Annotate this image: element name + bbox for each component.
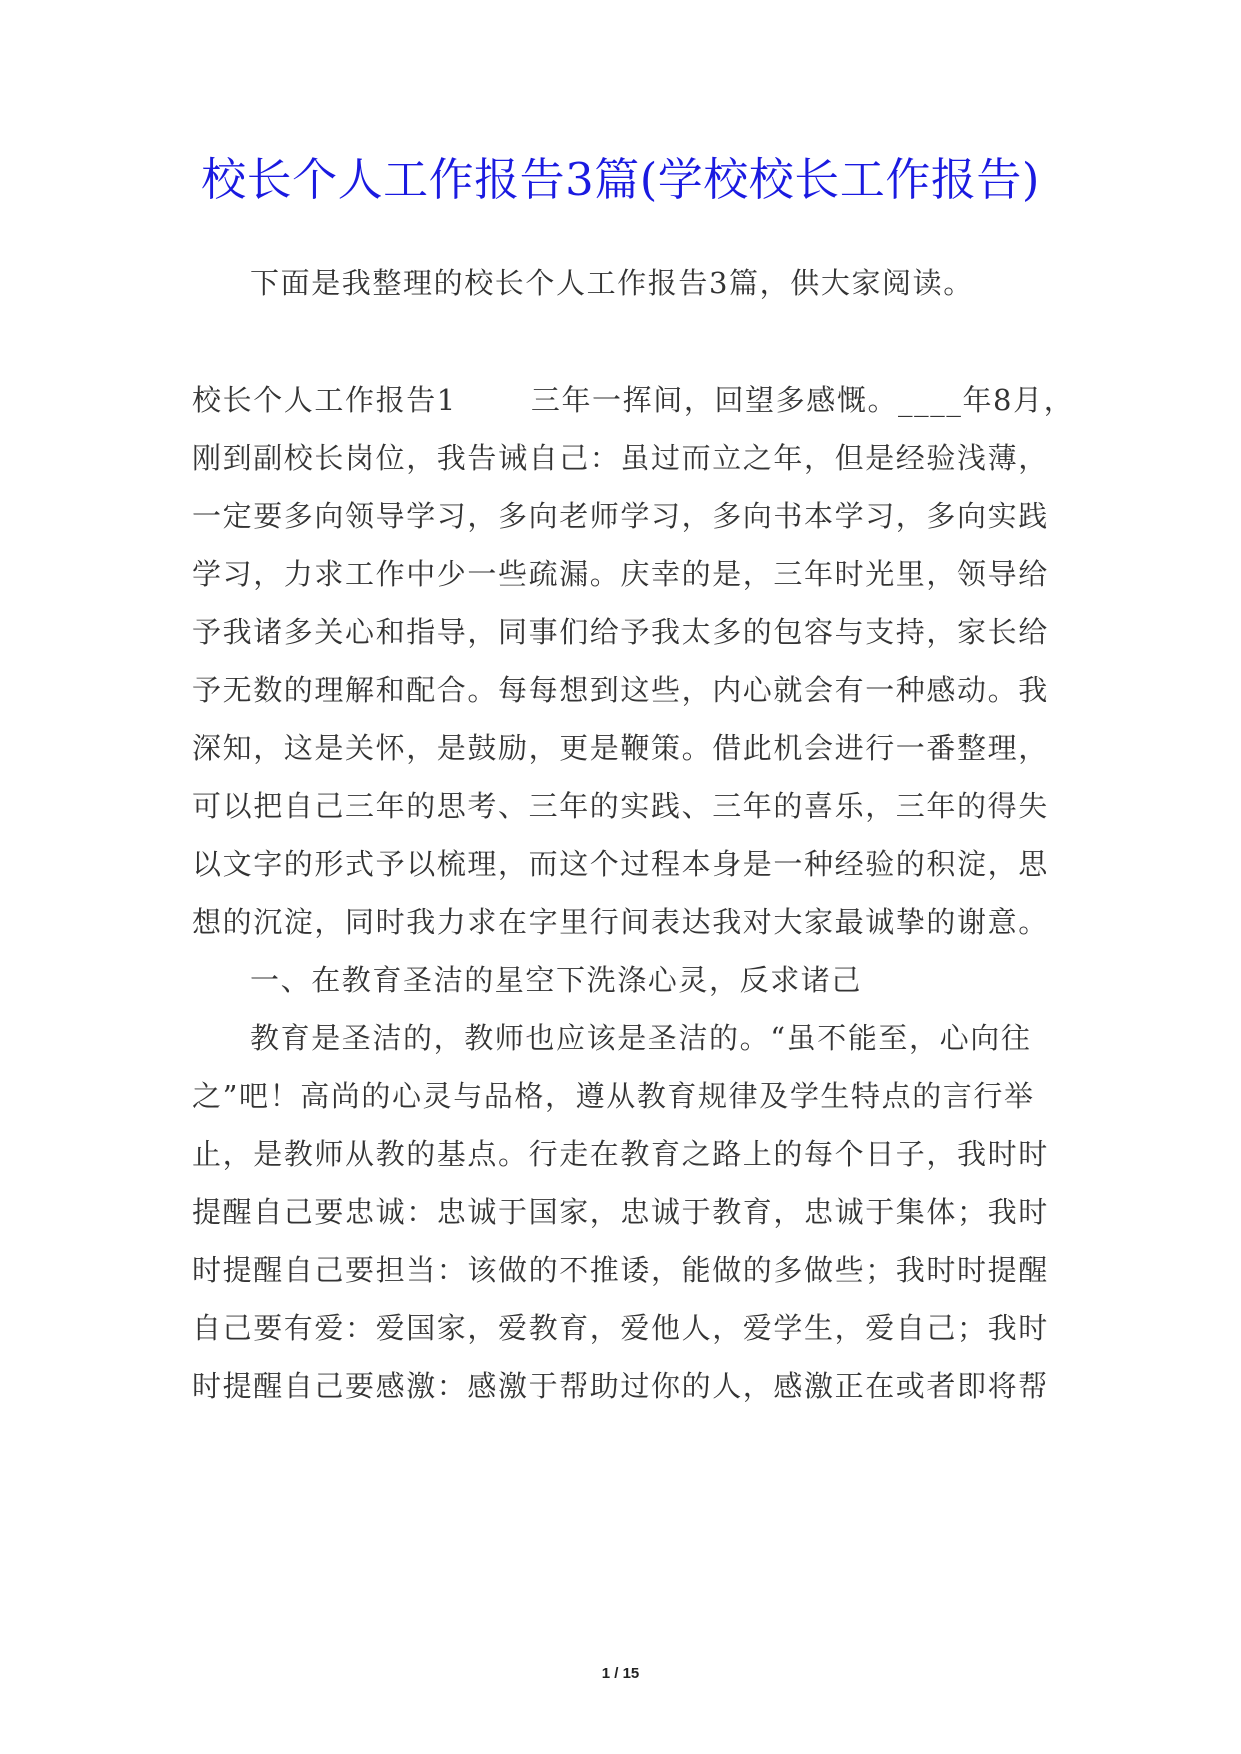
intro-paragraph: 下面是我整理的校长个人工作报告3篇，供大家阅读。 bbox=[250, 266, 974, 300]
paragraph-line: 一定要多向领导学习，多向老师学习，多向书本学习，多向实践 bbox=[192, 499, 1049, 533]
paragraph-line: 止，是教师从教的基点。行走在教育之路上的每个日子，我时时 bbox=[192, 1137, 1049, 1171]
paragraph-line: 时提醒自己要担当：该做的不推诿，能做的多做些；我时时提醒 bbox=[192, 1253, 1049, 1287]
page-number: 1 / 15 bbox=[601, 1665, 640, 1682]
paragraph-line: 想的沉淀，同时我力求在字里行间表达我对大家最诚挚的谢意。 bbox=[192, 905, 1049, 939]
paragraph-line: 时提醒自己要感激：感激于帮助过你的人，感激正在或者即将帮 bbox=[192, 1369, 1049, 1403]
paragraph-line: 自己要有爱：爱国家，爱教育，爱他人，爱学生，爱自己；我时 bbox=[192, 1311, 1049, 1345]
paragraph-line: 深知，这是关怀，是鼓励，更是鞭策。借此机会进行一番整理， bbox=[192, 731, 1049, 765]
paragraph-line: 学习，力求工作中少一些疏漏。庆幸的是，三年时光里，领导给 bbox=[192, 557, 1049, 591]
paragraph-line: 校长个人工作报告1 三年一挥间，回望多感慨。____年8月， bbox=[192, 383, 1075, 417]
paragraph-line: 教育是圣洁的，教师也应该是圣洁的。“虽不能至，心向往 bbox=[250, 1021, 1032, 1055]
report-heading: 校长个人工作报告1 bbox=[192, 383, 457, 417]
paragraph-line: 提醒自己要忠诚：忠诚于国家，忠诚于教育，忠诚于集体；我时 bbox=[192, 1195, 1049, 1229]
paragraph-line: 之”吧！高尚的心灵与品格，遵从教育规律及学生特点的言行举 bbox=[192, 1079, 1035, 1113]
paragraph-line: 刚到副校长岗位，我告诫自己：虽过而立之年，但是经验浅薄， bbox=[192, 441, 1049, 475]
paragraph-line: 予无数的理解和配合。每每想到这些，内心就会有一种感动。我 bbox=[192, 673, 1049, 707]
paragraph-line: 予我诸多关心和指导，同事们给予我太多的包容与支持，家长给 bbox=[192, 615, 1049, 649]
document-title: 校长个人工作报告3篇(学校校长工作报告) bbox=[201, 153, 1040, 206]
paragraph-line: 可以把自己三年的思考、三年的实践、三年的喜乐，三年的得失 bbox=[192, 789, 1049, 823]
paragraph-line: 以文字的形式予以梳理，而这个过程本身是一种经验的积淀，思 bbox=[192, 847, 1049, 881]
section-heading: 一、在教育圣洁的星空下洗涤心灵，反求诸己 bbox=[250, 963, 863, 997]
